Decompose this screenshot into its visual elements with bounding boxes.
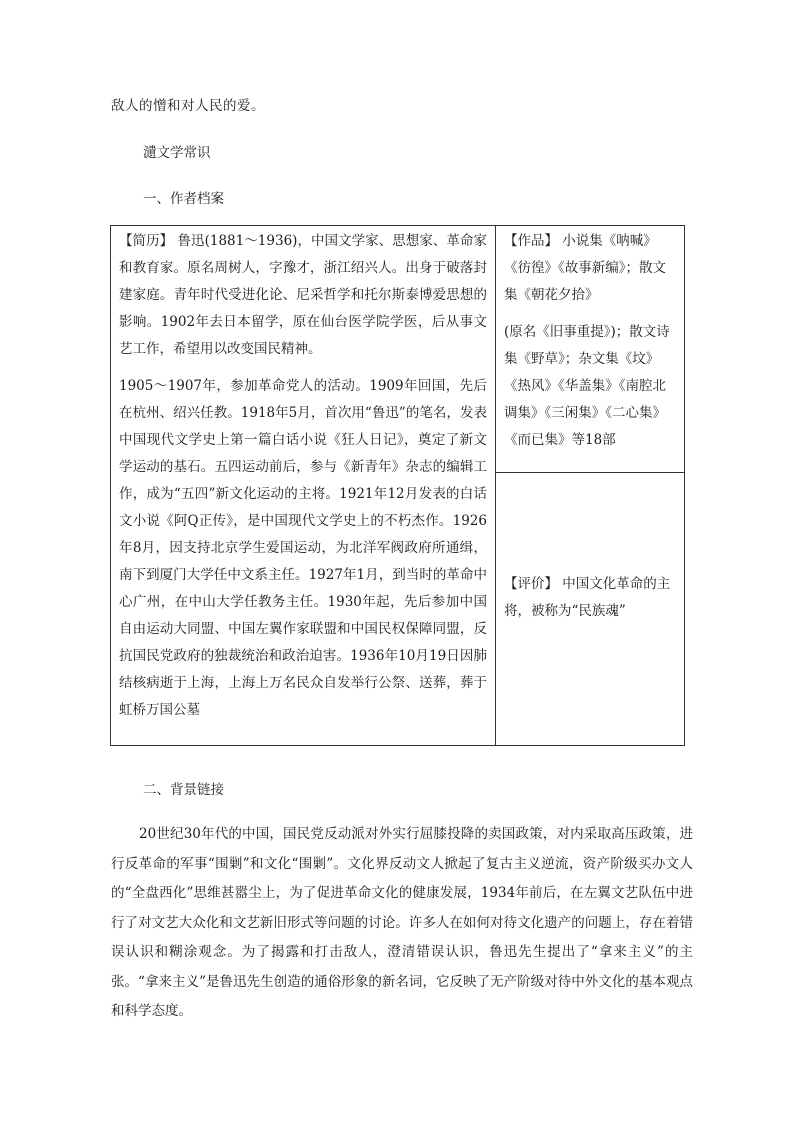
evaluation-label: 【评价】 bbox=[504, 576, 558, 592]
bio-paragraph-1 bbox=[119, 228, 487, 363]
works-text-1: 小说集《呐喊》《彷徨》《故事新编》；散文集《朝花夕拾》 bbox=[504, 233, 666, 303]
section2-title: 二、背景链接 bbox=[143, 782, 224, 798]
intro-line: 敌人的憎和对人民的爱。 bbox=[111, 98, 265, 114]
evaluation-paragraph bbox=[504, 571, 676, 625]
author-profile-table bbox=[110, 225, 685, 746]
works-paragraph-1 bbox=[504, 228, 676, 309]
evaluation-text: 中国文化革命的主将，被称为“民族魂” bbox=[504, 576, 671, 619]
background-paragraph: 20世纪30年代的中国，国民党反动派对外实行屈膝投降的卖国政策，对内采取高压政策，进行反革命的军事“围剿”和文化“围剿”。文化界反动文人掀起了复古主义逆流，资产阶级买办文人的“全盘西化”思维甚嚣尘上，为了促进革命文化的健康发展，1934年前后，在左翼文艺队伍中进行了对文艺大众化和文艺新旧形式等问题的讨论。许多人在如何对待文化遗产的问题上，存在着错误认识和糊涂观念。为了揭露和打击敌人，澄清错误认识，鲁迅先生提出了“拿来主义”的主张。“拿来主义”是鲁迅先生创造的通俗形象的新名词，它反映了无产阶级对待中外文化的基本观点和科学态度。 bbox=[111, 826, 693, 1019]
evaluation-cell bbox=[496, 473, 685, 746]
bio-cell bbox=[111, 226, 496, 746]
bio-text-1: 鲁迅(1881～1936)，中国文学家、思想家、革命家和教育家。原名周树人，字豫才，浙江绍兴人。出身于破落封建家庭。青年时代受进化论、尼采哲学和托尔斯泰博爱思想的影响。1902年去日本留学，原在仙台医学院学医，后从事文艺工作，希望用以改变国民精神。 bbox=[119, 233, 488, 357]
works-paragraph-2: (原名《旧事重提》)；散文诗集《野草》；杂文集《坟》《热风》《华盖集》《南腔北调集》《三闲集》《二心集》《而已集》等18部 bbox=[504, 324, 670, 448]
works-cell bbox=[496, 226, 685, 473]
works-label: 【作品】 bbox=[504, 233, 558, 249]
section1-title: 一、作者档案 bbox=[143, 191, 224, 207]
bio-label: 【简历】 bbox=[119, 233, 174, 249]
knowledge-title: 瀢文学常识 bbox=[143, 145, 211, 161]
bio-paragraph-2: 1905～1907年，参加革命党人的活动。1909年回国，先后在杭州、绍兴任教。1918年5月，首次用“鲁迅”的笔名，发表中国现代文学史上第一篇白话小说《狂人日记》，奠定了新文学运动的基石。五四运动前后，参与《新青年》杂志的编辑工作，成为“五四”新文化运动的主将。1921年12月发表的白话文小说《阿Q正传》，是中国现代文学史上的不朽杰作。1926年8月，因支持北京学生爱国运动，为北洋军阀政府所通缉，南下到厦门大学任中文系主任。1927年1月，到当时的革命中心广州，在中山大学任教务主任。1930年起，先后参加中国自由运动大同盟、中国左翼作家联盟和中国民权保障同盟，反抗国民党政府的独裁统治和政治迫害。1936年10月19日因肺结核病逝于上海，上海上万名民众自发举行公祭、送葬，葬于虹桥万国公墓 bbox=[119, 378, 487, 718]
